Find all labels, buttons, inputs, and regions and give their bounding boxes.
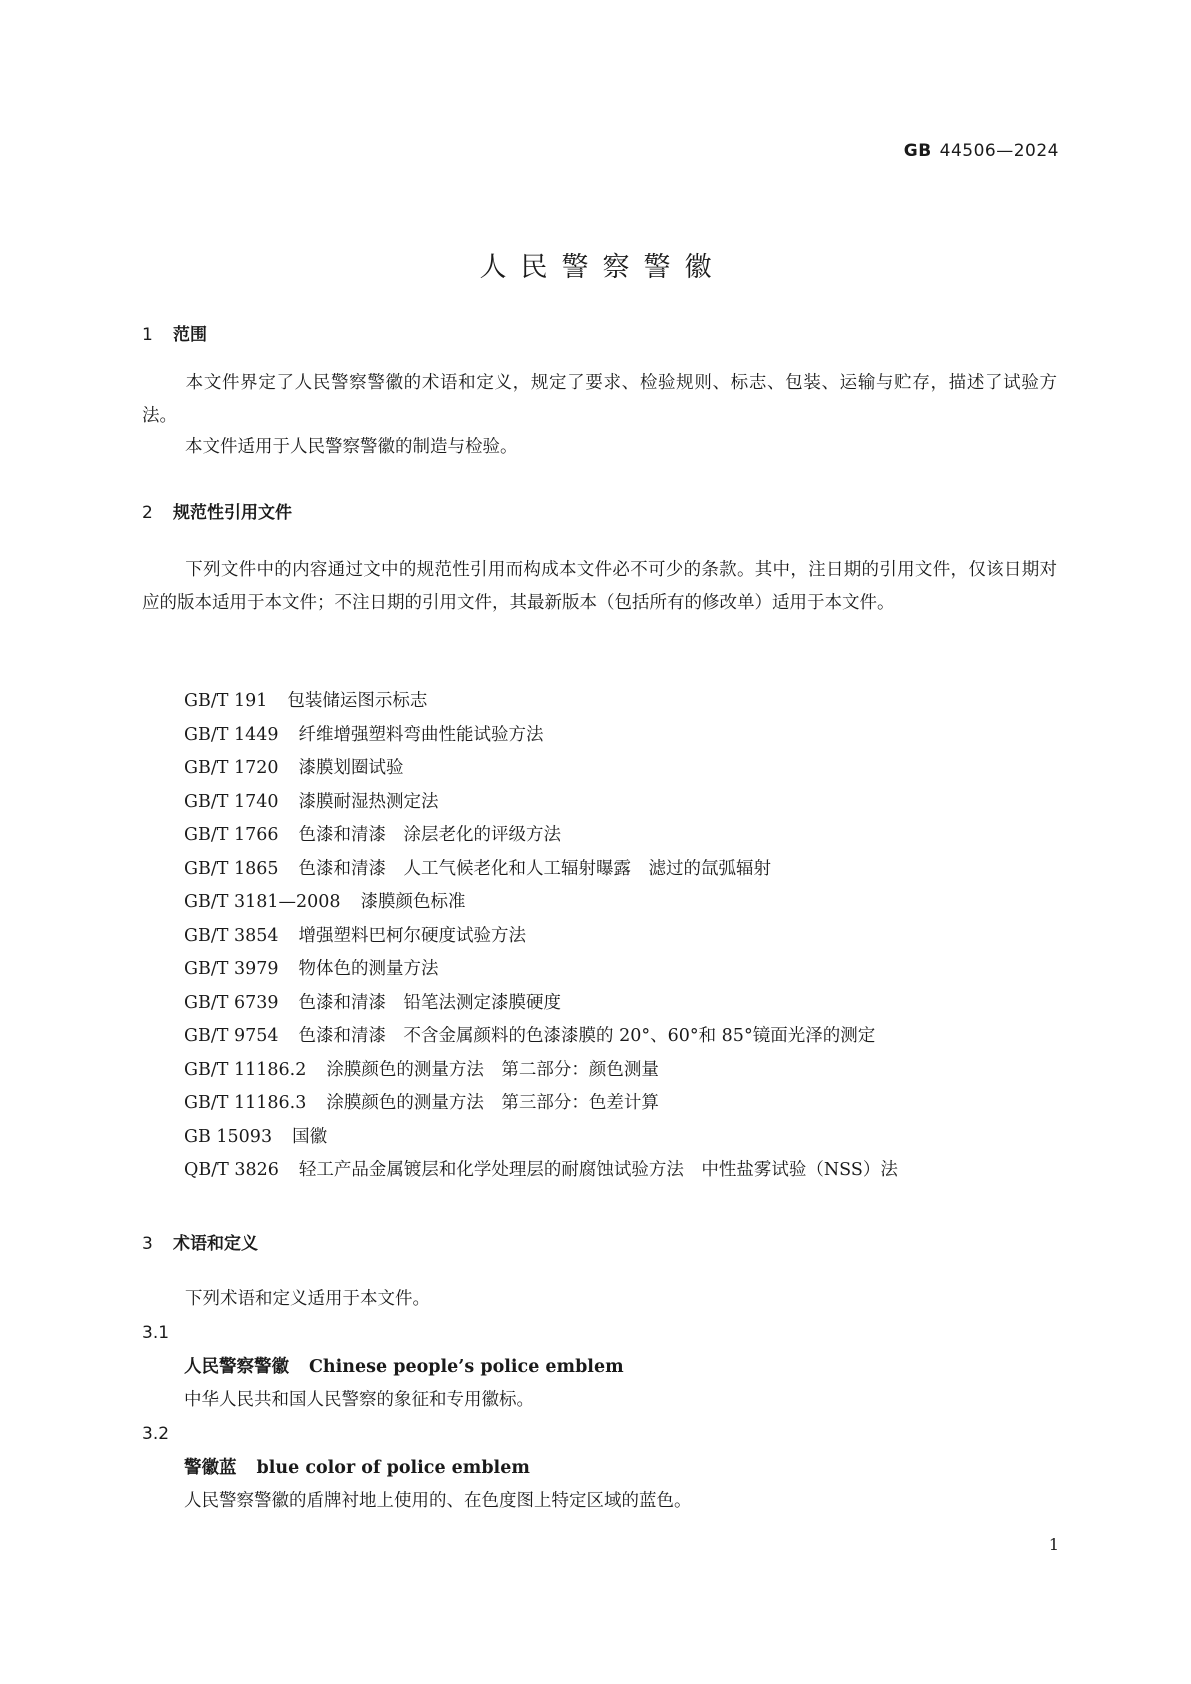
term-number: 3.2 <box>142 1424 170 1444</box>
reference-item <box>184 920 898 954</box>
reference-item <box>184 987 898 1021</box>
standard-prefix: GB <box>903 141 932 161</box>
term-zh: 警徽蓝 <box>184 1458 237 1478</box>
reference-title: 色漆和清漆 涂层老化的评级方法 <box>298 825 562 845</box>
section-number: 3 <box>142 1234 153 1254</box>
reference-item <box>184 886 898 920</box>
section-heading-normative-references <box>142 498 292 523</box>
reference-title: 包装储运图示标志 <box>287 691 428 711</box>
reference-item <box>184 685 898 719</box>
reference-title: 轻工产品金属镀层和化学处理层的耐腐蚀试验方法 中性盐雾试验（NSS）法 <box>298 1160 898 1180</box>
reference-item <box>184 819 898 853</box>
reference-title: 色漆和清漆 铅笔法测定漆膜硬度 <box>298 992 562 1013</box>
reference-title: 涂膜颜色的测量方法 第二部分：颜色测量 <box>326 1059 659 1080</box>
reference-item <box>184 752 898 786</box>
reference-title: 漆膜颜色标准 <box>360 892 466 912</box>
reference-code: GB/T 11186.2 <box>184 1059 307 1080</box>
paragraph-text: 本文件适用于人民警察警徽的制造与检验。 <box>185 437 518 457</box>
section-number: 1 <box>142 325 153 345</box>
reference-code: QB/T 3826 <box>184 1160 279 1180</box>
reference-code: GB/T 1865 <box>184 858 279 879</box>
paragraph-text: 下列文件中的内容通过文中的规范性引用而构成本文件必不可少的条款。其中，注日期的引用文件，仅该日期对应的版本适用于本文件；不注日期的引用文件，其最新版本（包括所有的修改单）适用于本文件。 <box>142 560 1057 613</box>
reference-title: 色漆和清漆 不含金属颜料的色漆漆膜的 20°、60°和 85°镜面光泽的测定 <box>298 1026 876 1046</box>
reference-item <box>184 719 898 753</box>
reference-item <box>184 853 898 887</box>
term-en: Chinese people’s police emblem <box>309 1357 624 1377</box>
reference-item <box>184 1020 898 1054</box>
reference-code: GB/T 11186.3 <box>184 1093 307 1113</box>
reference-code: GB/T 1449 <box>184 724 279 745</box>
term-number: 3.1 <box>142 1323 170 1343</box>
reference-title: 纤维增强塑料弯曲性能试验方法 <box>298 724 544 745</box>
reference-code: GB/T 3979 <box>184 959 279 979</box>
reference-title: 物体色的测量方法 <box>298 959 439 979</box>
reference-item <box>184 1154 898 1188</box>
section-number: 2 <box>142 503 153 523</box>
reference-item <box>184 953 898 987</box>
term-heading <box>184 1454 530 1479</box>
reference-code: GB/T 3181—2008 <box>184 892 341 912</box>
page-number: 1 <box>1048 1535 1059 1554</box>
reference-title: 涂膜颜色的测量方法 第三部分：色差计算 <box>326 1093 659 1113</box>
reference-title: 国徽 <box>292 1126 328 1147</box>
document-title: 人民警察警徽 <box>479 252 726 283</box>
reference-code: GB/T 1720 <box>184 758 279 778</box>
term-definition: 人民警察警徽的盾牌衬地上使用的、在色度图上特定区域的蓝色。 <box>184 1491 692 1511</box>
section-heading-scope <box>142 320 207 345</box>
reference-code: GB/T 9754 <box>184 1026 279 1046</box>
reference-list <box>184 685 898 1188</box>
section-title: 范围 <box>173 325 207 345</box>
reference-item <box>184 1121 898 1155</box>
reference-title: 色漆和清漆 人工气候老化和人工辐射曝露 滤过的氙弧辐射 <box>298 858 772 879</box>
reference-title: 漆膜划圈试验 <box>298 758 404 778</box>
standard-code <box>904 141 1059 161</box>
term-heading <box>184 1353 624 1378</box>
references-intro <box>142 554 1057 620</box>
term-definition: 中华人民共和国人民警察的象征和专用徽标。 <box>184 1390 534 1410</box>
scope-paragraph-2 <box>142 431 1057 464</box>
reference-title: 漆膜耐湿热测定法 <box>298 791 439 812</box>
term-en: blue color of police emblem <box>256 1458 530 1478</box>
reference-code: GB/T 3854 <box>184 925 279 946</box>
scope-paragraph-1 <box>142 367 1057 433</box>
reference-code: GB 15093 <box>184 1126 273 1147</box>
reference-item <box>184 786 898 820</box>
reference-code: GB/T 6739 <box>184 992 279 1013</box>
paragraph-text: 本文件界定了人民警察警徽的术语和定义，规定了要求、检验规则、标志、包装、运输与贮存，描述了试验方法。 <box>142 373 1057 426</box>
reference-code: GB/T 1740 <box>184 791 279 812</box>
standard-number: 44506—2024 <box>939 141 1059 161</box>
reference-item <box>184 1054 898 1088</box>
reference-title: 增强塑料巴柯尔硬度试验方法 <box>298 925 527 946</box>
term-zh: 人民警察警徽 <box>184 1357 289 1377</box>
reference-code: GB/T 1766 <box>184 825 279 845</box>
reference-item <box>184 1087 898 1121</box>
section-heading-terms-definitions <box>142 1229 258 1254</box>
section-title: 术语和定义 <box>173 1234 258 1254</box>
section-title: 规范性引用文件 <box>173 503 292 523</box>
paragraph-text: 下列术语和定义适用于本文件。 <box>185 1289 430 1309</box>
terms-intro <box>142 1283 1057 1316</box>
reference-code: GB/T 191 <box>184 691 268 711</box>
